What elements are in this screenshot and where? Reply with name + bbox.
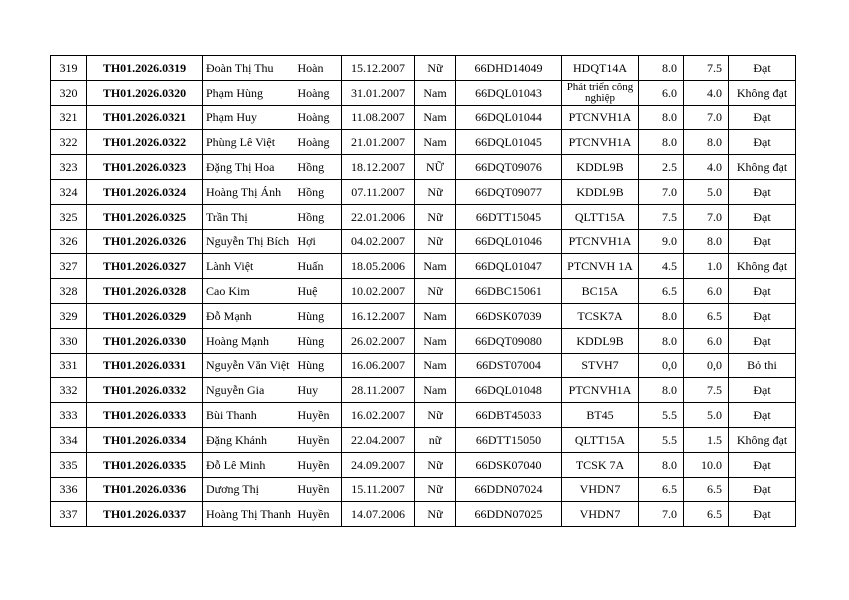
class-cell: VHDN7 <box>562 502 639 527</box>
row-number-cell: 320 <box>51 80 87 105</box>
score-2-cell: 10.0 <box>684 452 729 477</box>
row-number-cell: 332 <box>51 378 87 403</box>
table-row <box>51 130 796 155</box>
score-1-cell: 9.0 <box>639 229 684 254</box>
score-1-cell: 6.5 <box>639 279 684 304</box>
score-1-cell: 7.0 <box>639 502 684 527</box>
candidate-code-cell: TH01.2026.0325 <box>87 204 203 229</box>
result-cell: Đạt <box>729 179 796 204</box>
result-cell: Không đạt <box>729 155 796 180</box>
class-cell: PTCNVH1A <box>562 105 639 130</box>
candidate-code-cell: TH01.2026.0329 <box>87 303 203 328</box>
candidate-code-cell: TH01.2026.0328 <box>87 279 203 304</box>
last-name-cell: Huấn <box>296 254 342 279</box>
student-id-cell: 66DST07004 <box>456 353 562 378</box>
student-id-cell: 66DBC15061 <box>456 279 562 304</box>
result-cell: Đạt <box>729 328 796 353</box>
student-id-cell: 66DQT09077 <box>456 179 562 204</box>
table-row <box>51 452 796 477</box>
result-cell: Đạt <box>729 56 796 81</box>
row-number-cell: 326 <box>51 229 87 254</box>
student-id-cell: 66DQL01045 <box>456 130 562 155</box>
first-name-cell: Đoàn Thị Thu <box>203 56 296 81</box>
birth-date-cell: 31.01.2007 <box>342 80 415 105</box>
class-cell: Phát triển công nghiệp <box>562 80 639 105</box>
birth-date-cell: 16.02.2007 <box>342 403 415 428</box>
candidate-code-cell: TH01.2026.0319 <box>87 56 203 81</box>
result-cell: Đạt <box>729 477 796 502</box>
gender-cell: Nam <box>415 80 456 105</box>
gender-cell: Nữ <box>415 477 456 502</box>
student-id-cell: 66DBT45033 <box>456 403 562 428</box>
table-row <box>51 378 796 403</box>
gender-cell: Nữ <box>415 403 456 428</box>
last-name-cell: Huy <box>296 378 342 403</box>
score-2-cell: 6.0 <box>684 328 729 353</box>
student-id-cell: 66DQT09076 <box>456 155 562 180</box>
gender-cell: Nữ <box>415 279 456 304</box>
class-cell: QLTT15A <box>562 204 639 229</box>
student-id-cell: 66DQL01044 <box>456 105 562 130</box>
table-row <box>51 56 796 81</box>
gender-cell: Nam <box>415 353 456 378</box>
score-2-cell: 8.0 <box>684 130 729 155</box>
class-cell: KDDL9B <box>562 179 639 204</box>
score-2-cell: 7.0 <box>684 204 729 229</box>
row-number-cell: 322 <box>51 130 87 155</box>
candidate-code-cell: TH01.2026.0335 <box>87 452 203 477</box>
score-2-cell: 1.5 <box>684 427 729 452</box>
first-name-cell: Đặng Thị Hoa <box>203 155 296 180</box>
score-1-cell: 8.0 <box>639 105 684 130</box>
score-2-cell: 7.0 <box>684 105 729 130</box>
birth-date-cell: 28.11.2007 <box>342 378 415 403</box>
candidate-code-cell: TH01.2026.0321 <box>87 105 203 130</box>
first-name-cell: Đặng Khánh <box>203 427 296 452</box>
class-cell: BC15A <box>562 279 639 304</box>
gender-cell: Nữ <box>415 452 456 477</box>
table-row <box>51 105 796 130</box>
first-name-cell: Hoàng Thị Thanh <box>203 502 296 527</box>
gender-cell: Nữ <box>415 204 456 229</box>
row-number-cell: 321 <box>51 105 87 130</box>
row-number-cell: 336 <box>51 477 87 502</box>
class-cell: PTCNVH1A <box>562 130 639 155</box>
table-row <box>51 477 796 502</box>
birth-date-cell: 07.11.2007 <box>342 179 415 204</box>
candidate-code-cell: TH01.2026.0323 <box>87 155 203 180</box>
table-row <box>51 427 796 452</box>
gender-cell: nữ <box>415 427 456 452</box>
last-name-cell: Hồng <box>296 155 342 180</box>
last-name-cell: Huyền <box>296 477 342 502</box>
last-name-cell: Hùng <box>296 303 342 328</box>
gender-cell: Nữ <box>415 229 456 254</box>
birth-date-cell: 15.11.2007 <box>342 477 415 502</box>
score-1-cell: 5.5 <box>639 403 684 428</box>
student-id-cell: 66DQL01043 <box>456 80 562 105</box>
candidate-code-cell: TH01.2026.0331 <box>87 353 203 378</box>
candidate-code-cell: TH01.2026.0332 <box>87 378 203 403</box>
birth-date-cell: 22.01.2006 <box>342 204 415 229</box>
score-2-cell: 0,0 <box>684 353 729 378</box>
result-cell: Không đạt <box>729 80 796 105</box>
score-1-cell: 7.5 <box>639 204 684 229</box>
table-row <box>51 155 796 180</box>
candidate-code-cell: TH01.2026.0322 <box>87 130 203 155</box>
result-cell: Đạt <box>729 378 796 403</box>
first-name-cell: Hoàng Thị Ánh <box>203 179 296 204</box>
score-1-cell: 8.0 <box>639 303 684 328</box>
score-1-cell: 6.5 <box>639 477 684 502</box>
table-row <box>51 353 796 378</box>
last-name-cell: Hùng <box>296 328 342 353</box>
candidate-code-cell: TH01.2026.0333 <box>87 403 203 428</box>
birth-date-cell: 26.02.2007 <box>342 328 415 353</box>
score-2-cell: 6.5 <box>684 502 729 527</box>
gender-cell: Nam <box>415 105 456 130</box>
score-1-cell: 6.0 <box>639 80 684 105</box>
table-row <box>51 403 796 428</box>
student-id-cell: 66DDN07024 <box>456 477 562 502</box>
first-name-cell: Phạm Hùng <box>203 80 296 105</box>
class-cell: QLTT15A <box>562 427 639 452</box>
candidate-code-cell: TH01.2026.0337 <box>87 502 203 527</box>
row-number-cell: 325 <box>51 204 87 229</box>
results-table <box>50 55 796 527</box>
first-name-cell: Đỗ Mạnh <box>203 303 296 328</box>
birth-date-cell: 22.04.2007 <box>342 427 415 452</box>
candidate-code-cell: TH01.2026.0327 <box>87 254 203 279</box>
student-id-cell: 66DQT09080 <box>456 328 562 353</box>
first-name-cell: Phùng Lê Việt <box>203 130 296 155</box>
last-name-cell: Hoàng <box>296 105 342 130</box>
score-1-cell: 0,0 <box>639 353 684 378</box>
score-1-cell: 8.0 <box>639 56 684 81</box>
row-number-cell: 330 <box>51 328 87 353</box>
score-1-cell: 2.5 <box>639 155 684 180</box>
first-name-cell: Đỗ Lê Minh <box>203 452 296 477</box>
score-1-cell: 8.0 <box>639 452 684 477</box>
score-1-cell: 4.5 <box>639 254 684 279</box>
gender-cell: NỮ <box>415 155 456 180</box>
student-id-cell: 66DTT15045 <box>456 204 562 229</box>
table-row <box>51 328 796 353</box>
score-2-cell: 5.0 <box>684 179 729 204</box>
score-2-cell: 4.0 <box>684 80 729 105</box>
score-1-cell: 8.0 <box>639 378 684 403</box>
result-cell: Đạt <box>729 452 796 477</box>
last-name-cell: Huyền <box>296 452 342 477</box>
table-row <box>51 279 796 304</box>
score-2-cell: 7.5 <box>684 56 729 81</box>
birth-date-cell: 16.12.2007 <box>342 303 415 328</box>
table-row <box>51 229 796 254</box>
last-name-cell: Huyền <box>296 502 342 527</box>
student-id-cell: 66DQL01046 <box>456 229 562 254</box>
class-cell: TCSK7A <box>562 303 639 328</box>
result-cell: Đạt <box>729 303 796 328</box>
class-cell: BT45 <box>562 403 639 428</box>
student-id-cell: 66DTT15050 <box>456 427 562 452</box>
table-row <box>51 502 796 527</box>
student-id-cell: 66DQL01048 <box>456 378 562 403</box>
result-cell: Bỏ thi <box>729 353 796 378</box>
candidate-code-cell: TH01.2026.0330 <box>87 328 203 353</box>
result-cell: Đạt <box>729 502 796 527</box>
row-number-cell: 331 <box>51 353 87 378</box>
score-1-cell: 7.0 <box>639 179 684 204</box>
result-cell: Không đạt <box>729 427 796 452</box>
class-cell: KDDL9B <box>562 328 639 353</box>
first-name-cell: Dương Thị <box>203 477 296 502</box>
result-cell: Không đạt <box>729 254 796 279</box>
row-number-cell: 323 <box>51 155 87 180</box>
candidate-code-cell: TH01.2026.0326 <box>87 229 203 254</box>
birth-date-cell: 18.12.2007 <box>342 155 415 180</box>
last-name-cell: Hồng <box>296 204 342 229</box>
first-name-cell: Nguyễn Gia <box>203 378 296 403</box>
gender-cell: Nữ <box>415 502 456 527</box>
row-number-cell: 324 <box>51 179 87 204</box>
candidate-code-cell: TH01.2026.0324 <box>87 179 203 204</box>
gender-cell: Nữ <box>415 179 456 204</box>
birth-date-cell: 14.07.2006 <box>342 502 415 527</box>
class-cell: STVH7 <box>562 353 639 378</box>
class-cell: TCSK 7A <box>562 452 639 477</box>
row-number-cell: 335 <box>51 452 87 477</box>
birth-date-cell: 11.08.2007 <box>342 105 415 130</box>
birth-date-cell: 18.05.2006 <box>342 254 415 279</box>
result-cell: Đạt <box>729 279 796 304</box>
row-number-cell: 328 <box>51 279 87 304</box>
score-1-cell: 8.0 <box>639 328 684 353</box>
last-name-cell: Hoàng <box>296 80 342 105</box>
student-id-cell: 66DSK07039 <box>456 303 562 328</box>
table-row <box>51 204 796 229</box>
gender-cell: Nữ <box>415 56 456 81</box>
first-name-cell: Nguyễn Văn Việt <box>203 353 296 378</box>
score-1-cell: 8.0 <box>639 130 684 155</box>
birth-date-cell: 04.02.2007 <box>342 229 415 254</box>
last-name-cell: Hợi <box>296 229 342 254</box>
student-id-cell: 66DQL01047 <box>456 254 562 279</box>
row-number-cell: 329 <box>51 303 87 328</box>
student-id-cell: 66DDN07025 <box>456 502 562 527</box>
result-cell: Đạt <box>729 130 796 155</box>
last-name-cell: Huyền <box>296 427 342 452</box>
class-cell: PTCNVH 1A <box>562 254 639 279</box>
birth-date-cell: 16.06.2007 <box>342 353 415 378</box>
class-cell: KDDL9B <box>562 155 639 180</box>
student-id-cell: 66DSK07040 <box>456 452 562 477</box>
class-cell: PTCNVH1A <box>562 378 639 403</box>
first-name-cell: Trần Thị <box>203 204 296 229</box>
student-id-cell: 66DHD14049 <box>456 56 562 81</box>
birth-date-cell: 21.01.2007 <box>342 130 415 155</box>
first-name-cell: Cao Kim <box>203 279 296 304</box>
table-row <box>51 80 796 105</box>
score-1-cell: 5.5 <box>639 427 684 452</box>
first-name-cell: Lành Việt <box>203 254 296 279</box>
result-cell: Đạt <box>729 204 796 229</box>
gender-cell: Nam <box>415 303 456 328</box>
row-number-cell: 334 <box>51 427 87 452</box>
class-cell: PTCNVH1A <box>562 229 639 254</box>
gender-cell: Nam <box>415 328 456 353</box>
score-2-cell: 6.5 <box>684 303 729 328</box>
score-2-cell: 6.5 <box>684 477 729 502</box>
candidate-code-cell: TH01.2026.0336 <box>87 477 203 502</box>
table-row <box>51 179 796 204</box>
row-number-cell: 327 <box>51 254 87 279</box>
birth-date-cell: 24.09.2007 <box>342 452 415 477</box>
first-name-cell: Nguyễn Thị Bích <box>203 229 296 254</box>
result-cell: Đạt <box>729 403 796 428</box>
row-number-cell: 333 <box>51 403 87 428</box>
score-2-cell: 6.0 <box>684 279 729 304</box>
last-name-cell: Hoàng <box>296 130 342 155</box>
score-2-cell: 4.0 <box>684 155 729 180</box>
first-name-cell: Phạm Huy <box>203 105 296 130</box>
table-row <box>51 254 796 279</box>
result-cell: Đạt <box>729 229 796 254</box>
gender-cell: Nam <box>415 130 456 155</box>
score-2-cell: 5.0 <box>684 403 729 428</box>
last-name-cell: Hồng <box>296 179 342 204</box>
row-number-cell: 337 <box>51 502 87 527</box>
gender-cell: Nam <box>415 254 456 279</box>
gender-cell: Nam <box>415 378 456 403</box>
last-name-cell: Hoàn <box>296 56 342 81</box>
last-name-cell: Huệ <box>296 279 342 304</box>
score-2-cell: 7.5 <box>684 378 729 403</box>
first-name-cell: Bùi Thanh <box>203 403 296 428</box>
candidate-code-cell: TH01.2026.0320 <box>87 80 203 105</box>
result-cell: Đạt <box>729 105 796 130</box>
class-cell: VHDN7 <box>562 477 639 502</box>
score-2-cell: 8.0 <box>684 229 729 254</box>
first-name-cell: Hoàng Mạnh <box>203 328 296 353</box>
candidate-code-cell: TH01.2026.0334 <box>87 427 203 452</box>
score-2-cell: 1.0 <box>684 254 729 279</box>
table-body <box>51 56 796 527</box>
row-number-cell: 319 <box>51 56 87 81</box>
birth-date-cell: 10.02.2007 <box>342 279 415 304</box>
last-name-cell: Hùng <box>296 353 342 378</box>
birth-date-cell: 15.12.2007 <box>342 56 415 81</box>
last-name-cell: Huyền <box>296 403 342 428</box>
class-cell: HDQT14A <box>562 56 639 81</box>
table-row <box>51 303 796 328</box>
